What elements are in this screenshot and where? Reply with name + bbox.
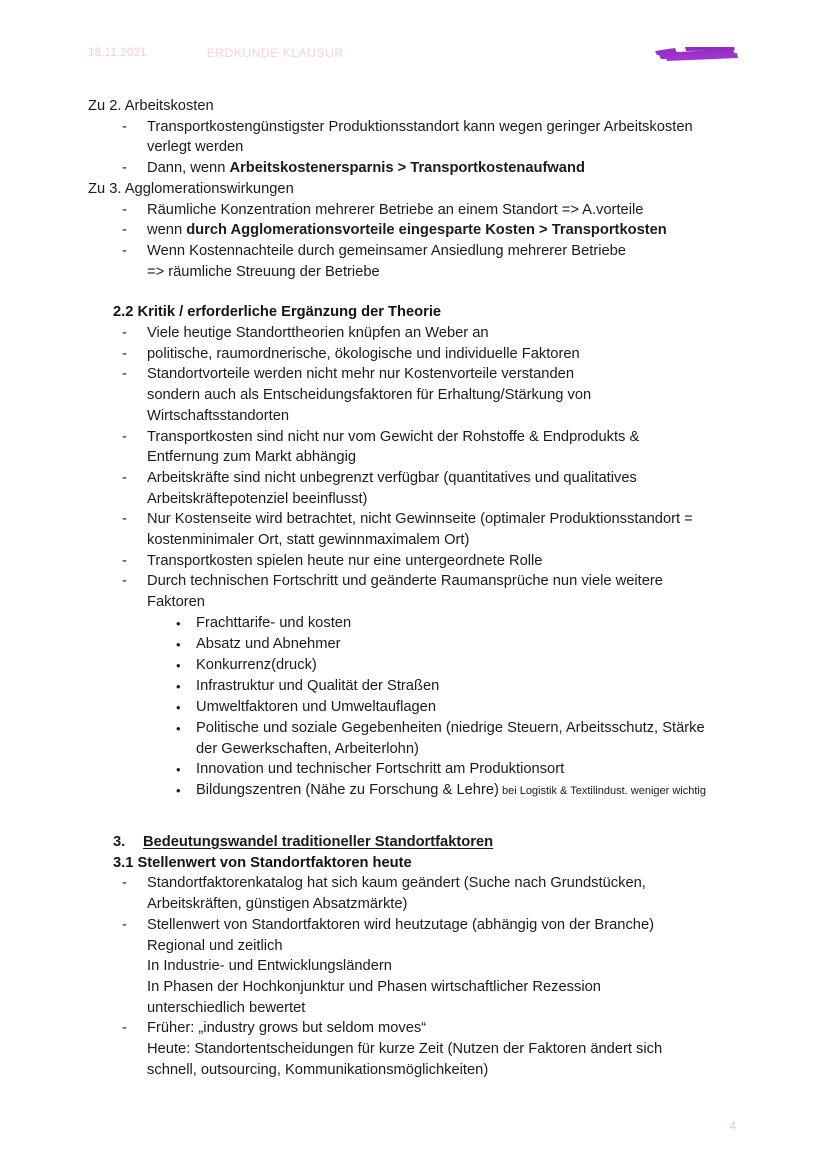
heading-3-1: 3.1 Stellenwert von Standortfaktoren heute — [113, 854, 412, 871]
list-item-line: Durch technischen Fortschritt und geänderte Raumansprüche nun viele weitere — [147, 573, 663, 590]
sub-list-item-main: Bildungszentren (Nähe zu Forschung & Lehre) — [196, 782, 499, 799]
list-item-text — [147, 241, 740, 282]
list-item — [122, 158, 740, 179]
list-item-line: Arbeitskräftepotenziel beeinflusst) — [147, 490, 368, 507]
list-item-line: Wirtschaftsstandorten — [147, 407, 290, 424]
bullet-marker: • — [176, 783, 181, 799]
sub-list-item-text: Umweltfaktoren und Umweltauflagen — [196, 698, 437, 715]
dash-marker: - — [122, 118, 127, 135]
list-item-text — [147, 158, 740, 179]
list-item-text: Transportkosten spielen heute nur eine untergeordnete Rolle — [147, 552, 543, 569]
purple-marker-redaction-icon — [655, 44, 740, 64]
list-item-line: Faktoren — [147, 594, 205, 611]
sub-list-item-line: Politische und soziale Gegebenheiten (niedrige Steuern, Arbeitsschutz, Stärke — [196, 719, 705, 736]
sub-list-item — [176, 780, 740, 802]
dash-marker: - — [122, 242, 127, 259]
sub-list-item — [176, 697, 740, 718]
list-item-text — [147, 220, 740, 241]
list-item-text: Viele heutige Standorttheorien knüpfen an Weber an — [147, 325, 489, 342]
sub-list-item — [176, 759, 740, 780]
list-item — [122, 241, 740, 282]
page-number: 4 — [729, 1119, 736, 1133]
list-item-line: Arbeitskräften, günstigen Absatzmärkte) — [147, 896, 408, 913]
list-item-text — [147, 1018, 740, 1080]
list-item-text — [147, 873, 740, 914]
list-item — [122, 220, 740, 241]
dash-marker: - — [122, 552, 127, 569]
bullet-marker: • — [176, 762, 181, 778]
list-item — [122, 468, 740, 509]
sub-list-item-text — [196, 718, 740, 759]
list-item-text — [147, 364, 740, 426]
list-item-line: unterschiedlich bewertet — [147, 999, 306, 1016]
header-title: ERDKUNDE KLAUSUR — [206, 46, 344, 60]
list-item — [122, 323, 740, 344]
sub-list-item-annotation: bei Logistik & Textilindust. weniger wichtig — [498, 785, 706, 798]
dash-marker: - — [122, 573, 127, 590]
list-item-line: Standortvorteile werden nicht mehr nur Kostenvorteile verstanden — [147, 366, 574, 383]
dash-marker: - — [122, 469, 127, 486]
sub-list-item-text: Innovation und technischer Fortschritt am Produktionsort — [196, 761, 565, 778]
sub-list-item — [176, 634, 740, 655]
list-item — [122, 509, 740, 550]
heading-3 — [113, 832, 740, 853]
list-item — [122, 427, 740, 468]
sub-list-item-text: Frachttarife- und kosten — [196, 614, 352, 631]
list-item-text — [147, 468, 740, 509]
list-item — [122, 873, 740, 914]
section-spacer — [88, 282, 740, 302]
dash-marker: - — [122, 222, 127, 239]
list-item-emphasis: durch Agglomerationsvorteile eingesparte Kosten > Transportkosten — [186, 222, 667, 239]
sub-list-item-text — [196, 780, 740, 802]
list-item-line: Heute: Standortentscheidungen für kurze Zeit (Nutzen der Faktoren ändert sich — [147, 1041, 663, 1058]
list-item-text: politische, raumordnerische, ökologische und individuelle Faktoren — [147, 345, 580, 362]
list-item-line: Wenn Kostennachteile durch gemeinsamer Ansiedlung mehrerer Betriebe — [147, 242, 626, 259]
heading-zu-2: Zu 2. Arbeitskosten — [88, 98, 214, 114]
heading-2-2: 2.2 Kritik / erforderliche Ergänzung der Theorie — [113, 304, 442, 321]
list-item — [122, 1018, 740, 1080]
list-item — [122, 117, 740, 158]
list-item-line: schnell, outsourcing, Kommunikationsmöglichkeiten) — [147, 1061, 489, 1078]
sub-list-item-line: der Gewerkschaften, Arbeiterlohn) — [196, 740, 419, 757]
heading-zu-3: Zu 3. Agglomerationswirkungen — [88, 180, 294, 197]
list-item-text — [147, 427, 740, 468]
list-item-line: Regional und zeitlich — [147, 937, 283, 954]
list-item — [122, 571, 740, 612]
dash-marker: - — [122, 345, 127, 362]
list-item — [122, 200, 740, 221]
heading-3-text: Bedeutungswandel traditioneller Standortfaktoren — [143, 833, 494, 850]
dash-marker: - — [122, 875, 127, 892]
list-item-emphasis: Arbeitskostenersparnis > Transportkostenaufwand — [229, 160, 585, 177]
list-item-line: In Industrie- und Entwicklungsländern — [147, 958, 392, 975]
sub-list-item — [176, 676, 740, 697]
sub-list-item-text: Konkurrenz(druck) — [196, 656, 317, 673]
list-item — [122, 915, 740, 1019]
dash-marker: - — [122, 1020, 127, 1037]
list-item-line: verlegt werden — [147, 139, 244, 156]
bullet-marker: • — [176, 657, 181, 673]
sub-list-item-text: Absatz und Abnehmer — [196, 635, 341, 652]
sub-list-item — [176, 718, 740, 759]
sub-list-item — [176, 613, 740, 634]
list-item-line: Transportkosten sind nicht nur vom Gewicht der Rohstoffe & Endprodukts & — [147, 428, 640, 445]
list-item-prefix: wenn — [147, 222, 187, 239]
dash-marker: - — [122, 916, 127, 933]
list-item-text — [147, 117, 740, 158]
list-item — [122, 551, 740, 572]
heading-3-number: 3. — [113, 833, 126, 850]
section-spacer — [88, 802, 740, 832]
list-item-line: Entfernung zum Markt abhängig — [147, 449, 357, 466]
list-item-line: Nur Kostenseite wird betrachtet, nicht Gewinnseite (optimaler Produktionsstandort = — [147, 511, 693, 528]
list-item-text: Räumliche Konzentration mehrerer Betriebe an einem Standort => A.vorteile — [147, 201, 644, 218]
list-item-line: Stellenwert von Standortfaktoren wird heutzutage (abhängig von der Branche) — [147, 916, 655, 933]
bullet-marker: • — [176, 720, 181, 736]
list-item-line: sondern auch als Entscheidungsfaktoren für Erhaltung/Stärkung von — [147, 387, 592, 404]
list-item-line: Früher: „industry grows but seldom moves“ — [147, 1020, 427, 1037]
list-item-line: Arbeitskräfte sind nicht unbegrenzt verfügbar (quantitatives und qualitatives — [147, 469, 637, 486]
dash-marker: - — [122, 201, 127, 218]
list-item-line: In Phasen der Hochkonjunktur und Phasen wirtschaftlicher Rezession — [147, 978, 601, 995]
dash-marker: - — [122, 511, 127, 528]
bullet-marker: • — [176, 678, 181, 694]
sub-list-item — [176, 655, 740, 676]
dash-marker: - — [122, 428, 127, 445]
sub-list-item-text: Infrastruktur und Qualität der Straßen — [196, 677, 440, 694]
list-item — [122, 344, 740, 365]
list-item-text — [147, 915, 740, 1019]
dash-marker: - — [122, 160, 127, 177]
bullet-marker: • — [176, 615, 181, 631]
bullet-marker: • — [176, 699, 181, 715]
document-header — [88, 44, 740, 78]
list-item — [122, 364, 740, 426]
list-item-prefix: Dann, wenn — [147, 160, 230, 177]
header-date: 18.11.2021 — [88, 47, 147, 59]
dash-marker: - — [122, 325, 127, 342]
bullet-marker: • — [176, 636, 181, 652]
list-item-text — [147, 509, 740, 550]
list-item-line: Transportkostengünstigster Produktionsstandort kann wegen geringer Arbeitskosten — [147, 118, 693, 135]
list-item-line: => räumliche Streuung der Betriebe — [147, 263, 380, 280]
list-item-line: Standortfaktorenkatalog hat sich kaum geändert (Suche nach Grundstücken, — [147, 875, 646, 892]
document-body — [88, 96, 740, 1080]
list-item-line: kostenminimaler Ort, statt gewinnmaximalem Ort) — [147, 532, 470, 549]
dash-marker: - — [122, 366, 127, 383]
list-item-text — [147, 571, 740, 612]
